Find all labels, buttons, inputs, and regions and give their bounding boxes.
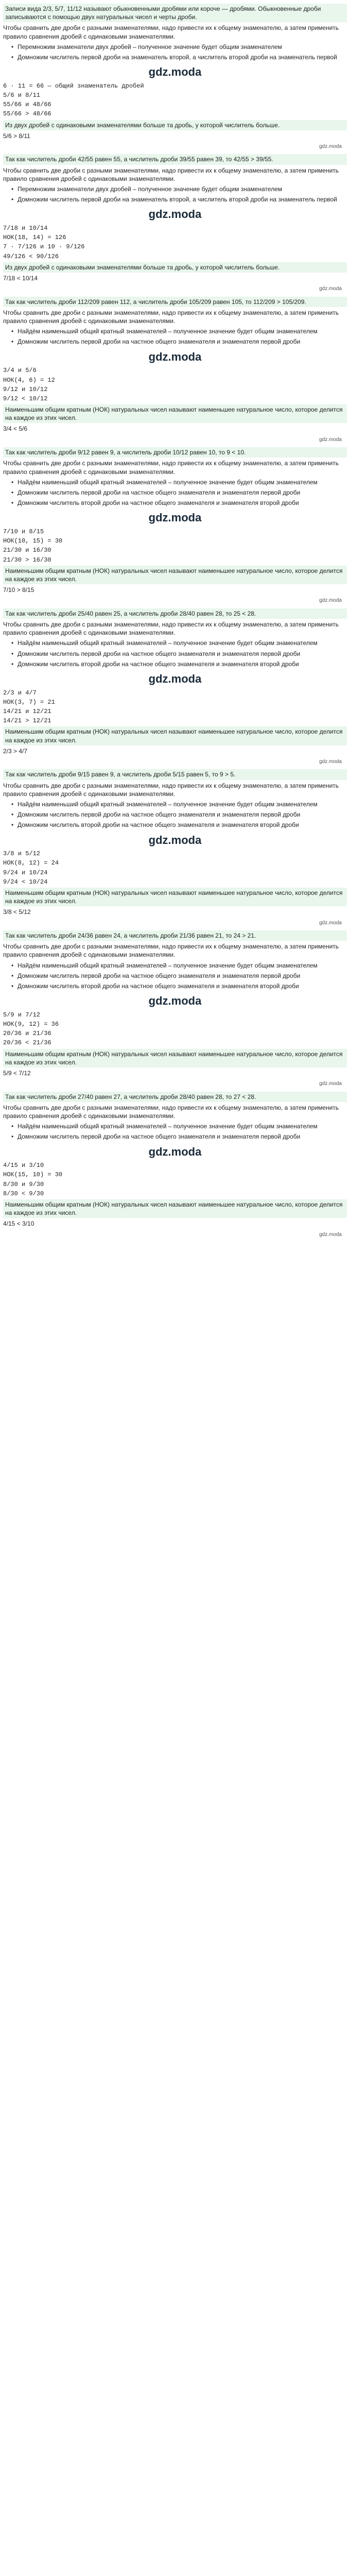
calc-line: НОК(15, 10) = 30 bbox=[3, 1171, 63, 1179]
calc-line: 20/36 и 21/36 bbox=[3, 1030, 51, 1038]
step-bullet: • Домножим числитель первой дроби на частное общего знаменателя и знаменателя первой дроби bbox=[18, 1132, 347, 1141]
step-bullet: • Домножим числитель второй дроби на частное общего знаменателя и знаменателя второй дроби bbox=[18, 499, 347, 507]
section-heading: Записи вида 2/3, 5/7, 11/12 называют обыкновенными дробями или короче — дробями. Обыкновенные дроби записываются с помощью двух натуральных чисел и черты дроби. bbox=[3, 4, 347, 22]
answer-text: Наименьшим общим кратным (НОК) натуральных чисел называют наименьшее натуральное число, которое делится на каждое из этих чисел. bbox=[3, 726, 347, 745]
answer-text: Наименьшим общим кратным (НОК) натуральных чисел называют наименьшее натуральное число, которое делится на каждое из этих чисел. bbox=[3, 888, 347, 906]
section-heading: Так как числитель дроби 9/15 равен 9, а числитель дроби 5/15 равен 5, то 9 > 5. bbox=[3, 769, 347, 779]
solution-section bbox=[3, 930, 347, 1088]
calc-line: 14/21 > 12/21 bbox=[3, 717, 51, 725]
rule-text: Чтобы сравнить две дроби с разными знаменателями, надо привести их к общему знаменателю, а затем применить правило сравнения дробей с одинаковыми знаменателями. bbox=[3, 782, 339, 798]
watermark-logo: gdz.moda bbox=[148, 350, 202, 363]
section-heading: Так как числитель дроби 112/209 равен 112, а числитель дроби 105/209 равен 105, то 112/209 > 105/209. bbox=[3, 297, 347, 307]
step-bullet: • Найдём наименьший общий кратный знаменателей – полученное значение будет общим знаменателем bbox=[18, 961, 347, 970]
rule-text: Чтобы сравнить две дроби с разными знаменателями, надо привести их к общему знаменателю, а затем применить правило сравнения дробей с одинаковыми знаменателями. bbox=[3, 309, 339, 325]
calc-line: НОК(3, 7) = 21 bbox=[3, 698, 55, 706]
step-bullet: • Домножим числитель первой дроби на частное общего знаменателя и знаменателя первой дроби bbox=[18, 337, 347, 346]
calc-line: НОК(8, 12) = 24 bbox=[3, 859, 59, 867]
result-line: 3/4 < 5/6 bbox=[3, 425, 28, 433]
answer-text: Из двух дробей с одинаковыми знаменателями больше та дробь, у которой числитель больше. bbox=[3, 262, 347, 273]
watermark-small: gdz.moda bbox=[319, 920, 342, 926]
calc-line: 2/3 и 4/7 bbox=[3, 689, 37, 697]
calc-line: 7 · 7/126 и 10 · 9/126 bbox=[3, 243, 85, 251]
solution-section bbox=[3, 154, 347, 292]
rule-text: Чтобы сравнить две дроби с разными знаменателями, надо привести их к общему знаменателю, а затем применить правило сравнения дробей с одинаковыми знаменателями. bbox=[3, 620, 339, 637]
rule-text: Чтобы сравнить две дроби с разными знаменателями, надо привести их к общему знаменателю, а затем применить правило сравнения дробей с одинаковыми знаменателями. bbox=[3, 24, 339, 40]
step-bullet: • Найдём наименьший общий кратный знаменателей – полученное значение будет общим знаменателем bbox=[18, 478, 347, 486]
result-line: 5/6 > 8/11 bbox=[3, 132, 30, 140]
calc-line: 5/6 и 8/11 bbox=[3, 92, 41, 99]
calc-line: НОК(18, 14) = 126 bbox=[3, 234, 66, 242]
step-bullet: • Домножим числитель первой дроби на частное общего знаменателя и знаменателя первой дроби bbox=[18, 810, 347, 819]
calc-line: НОК(9, 12) = 36 bbox=[3, 1021, 59, 1028]
step-bullet: • Домножим числитель первой дроби на частное общего знаменателя и знаменателя первой дроби bbox=[18, 488, 347, 497]
step-bullet: • Домножим числитель второй дроби на частное общего знаменателя и знаменателя второй дроби bbox=[18, 660, 347, 668]
watermark-logo: gdz.moda bbox=[148, 511, 202, 524]
step-bullet: • Домножим числитель первой дроби на частное общего знаменателя и знаменателя первой дроби bbox=[18, 650, 347, 658]
solution-section bbox=[3, 1092, 347, 1238]
answer-text: Наименьшим общим кратным (НОК) натуральных чисел называют наименьшее натуральное число, которое делится на каждое из этих чисел. bbox=[3, 1199, 347, 1218]
watermark-small: gdz.moda bbox=[319, 436, 342, 443]
calc-line: НОК(4, 6) = 12 bbox=[3, 376, 55, 384]
calc-line: 9/12 < 10/12 bbox=[3, 395, 48, 402]
step-bullet: • Найдём наименьший общий кратный знаменателей – полученное значение будет общим знаменателем bbox=[18, 1122, 347, 1130]
calc-line: 21/30 и 16/30 bbox=[3, 547, 51, 554]
watermark-logo: gdz.moda bbox=[148, 672, 202, 685]
calc-line: 4/15 и 3/10 bbox=[3, 1162, 44, 1170]
calc-line: 55/66 > 48/66 bbox=[3, 110, 51, 118]
step-bullet: • Найдём наименьший общий кратный знаменателей – полученное значение будет общим знаменателем bbox=[18, 639, 347, 647]
step-bullet: • Домножим числитель второй дроби на частное общего знаменателя и знаменателя второй дроби bbox=[18, 821, 347, 829]
calc-line: НОК(10, 15) = 30 bbox=[3, 537, 63, 545]
step-bullet: • Домножим числитель первой дроби на знаменатель второй, а числитель второй дроби на знаменатель первой bbox=[18, 195, 347, 204]
section-heading: Так как числитель дроби 9/12 равен 9, а числитель дроби 10/12 равен 10, то 9 < 10. bbox=[3, 447, 347, 457]
watermark-small: gdz.moda bbox=[319, 1231, 342, 1238]
rule-text: Чтобы сравнить две дроби с разными знаменателями, надо привести их к общему знаменателю, а затем применить правило сравнения дробей с одинаковыми знаменателями. bbox=[3, 1104, 339, 1120]
calc-line: 49/126 < 90/126 bbox=[3, 252, 59, 260]
watermark-logo: gdz.moda bbox=[148, 833, 202, 846]
watermark-logo: gdz.moda bbox=[148, 208, 202, 221]
result-line: 7/10 > 8/15 bbox=[3, 586, 34, 594]
watermark-logo: gdz.moda bbox=[148, 994, 202, 1008]
calc-line: 20/36 < 21/36 bbox=[3, 1039, 51, 1047]
watermark-logo: gdz.moda bbox=[148, 65, 202, 79]
step-bullet: • Найдём наименьший общий кратный знаменателей – полученное значение будет общим знаменателем bbox=[18, 800, 347, 808]
answer-text: Наименьшим общим кратным (НОК) натуральных чисел называют наименьшее натуральное число, которое делится на каждое из этих чисел. bbox=[3, 1049, 347, 1067]
watermark-small: gdz.moda bbox=[319, 598, 342, 604]
solution-section bbox=[3, 297, 347, 443]
calc-line: 7/18 и 10/14 bbox=[3, 225, 48, 232]
section-heading: Так как числитель дроби 24/36 равен 24, а числитель дроби 21/36 равен 21, то 24 > 21. bbox=[3, 930, 347, 941]
step-bullet: • Перемножим знаменатели двух дробей – полученное значение будет общим знаменателем bbox=[18, 185, 347, 193]
step-bullet: • Перемножим знаменатели двух дробей – полученное значение будет общим знаменателем bbox=[18, 43, 347, 51]
rule-text: Чтобы сравнить две дроби с разными знаменателями, надо привести их к общему знаменателю, а затем применить правило сравнения дробей с одинаковыми знаменателями. bbox=[3, 166, 339, 182]
solution-section bbox=[3, 608, 347, 766]
calc-line: 8/30 < 9/30 bbox=[3, 1190, 44, 1197]
rule-text: Чтобы сравнить две дроби с разными знаменателями, надо привести их к общему знаменателю, а затем применить правило сравнения дробей с одинаковыми знаменателями. bbox=[3, 943, 339, 959]
calc-line: 6 · 11 = 66 — общий знаменатель дробей bbox=[3, 82, 144, 90]
watermark-small: gdz.moda bbox=[319, 286, 342, 292]
result-line: 7/18 < 10/14 bbox=[3, 275, 38, 282]
solution-section bbox=[3, 447, 347, 604]
calc-line: 3/8 и 5/12 bbox=[3, 850, 41, 858]
step-bullet: • Домножим числитель второй дроби на частное общего знаменателя и знаменателя второй дроби bbox=[18, 982, 347, 990]
calc-line: 7/10 и 8/15 bbox=[3, 528, 44, 535]
calc-line: 14/21 и 12/21 bbox=[3, 707, 51, 715]
step-bullet: • Найдём наименьший общий кратный знаменателей – полученное значение будет общим знаменателем bbox=[18, 327, 347, 335]
result-line: 2/3 > 4/7 bbox=[3, 747, 28, 755]
calc-line: 9/24 и 10/24 bbox=[3, 869, 48, 876]
section-heading: Так как числитель дроби 27/40 равен 27, а числитель дроби 28/40 равен 28, то 27 < 28. bbox=[3, 1092, 347, 1102]
answer-text: Наименьшим общим кратным (НОК) натуральных чисел называют наименьшее натуральное число, которое делится на каждое из этих чисел. bbox=[3, 404, 347, 423]
step-bullet: • Домножим числитель первой дроби на частное общего знаменателя и знаменателя первой дроби bbox=[18, 972, 347, 980]
section-heading: Так как числитель дроби 25/40 равен 25, а числитель дроби 28/40 равен 28, то 25 < 28. bbox=[3, 608, 347, 619]
calc-line: 5/9 и 7/12 bbox=[3, 1011, 41, 1019]
solution-section bbox=[3, 769, 347, 926]
answer-text: Из двух дробей с одинаковыми знаменателями больше та дробь, у которой числитель больше. bbox=[3, 120, 347, 130]
calc-line: 3/4 и 5/6 bbox=[3, 367, 37, 375]
result-line: 5/9 < 7/12 bbox=[3, 1069, 31, 1077]
rule-text: Чтобы сравнить две дроби с разными знаменателями, надо привести их к общему знаменателю, а затем применить правило сравнения дробей с одинаковыми знаменателями. bbox=[3, 460, 339, 476]
solution-section bbox=[3, 4, 347, 150]
result-line: 4/15 < 3/10 bbox=[3, 1220, 34, 1228]
watermark-small: gdz.moda bbox=[319, 143, 342, 149]
calc-line: 8/30 и 9/30 bbox=[3, 1180, 44, 1188]
watermark-small: gdz.moda bbox=[319, 1081, 342, 1087]
calc-line: 21/30 > 16/30 bbox=[3, 556, 51, 564]
section-heading: Так как числитель дроби 42/55 равен 55, а числитель дроби 39/55 равен 39, то 42/55 > 39/55. bbox=[3, 154, 347, 164]
answer-text: Наименьшим общим кратным (НОК) натуральных чисел называют наименьшее натуральное число, которое делится на каждое из этих чисел. bbox=[3, 566, 347, 584]
watermark-small: gdz.moda bbox=[319, 758, 342, 765]
calc-line: 55/66 и 48/66 bbox=[3, 101, 51, 109]
result-line: 3/8 < 5/12 bbox=[3, 908, 31, 916]
watermark-logo: gdz.moda bbox=[148, 1145, 202, 1158]
calc-line: 9/12 и 10/12 bbox=[3, 385, 48, 393]
calc-line: 9/24 < 10/24 bbox=[3, 878, 48, 886]
step-bullet: • Домножим числитель первой дроби на знаменатель второй, а числитель второй дроби на знаменатель первой bbox=[18, 53, 347, 61]
page bbox=[0, 0, 350, 1238]
